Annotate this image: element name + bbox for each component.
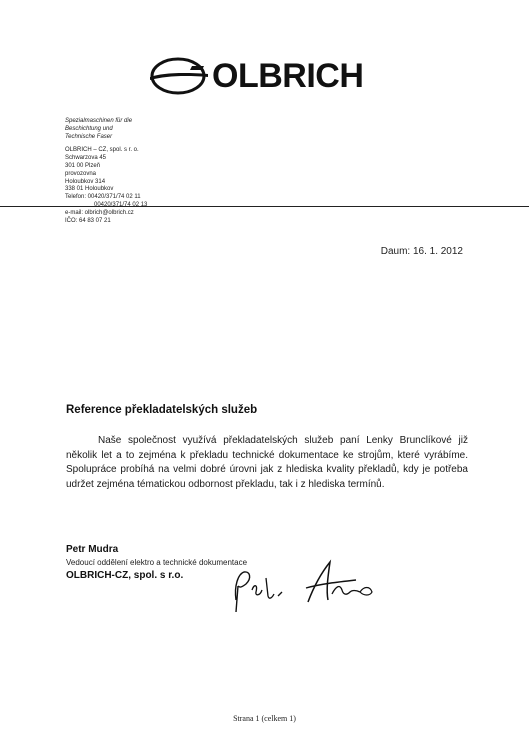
company-logo-text: OLBRICH xyxy=(212,57,364,95)
tagline-line: Spezialmaschinen für die xyxy=(65,118,133,124)
signatory-name: Petr Mudra xyxy=(66,544,119,555)
page-footer: Strana 1 (celkem 1) xyxy=(233,714,296,723)
header-divider xyxy=(0,206,529,207)
phone-line: 00420/371/74 02 13 xyxy=(94,201,148,208)
tagline-line: Technische Faser xyxy=(65,133,113,140)
handwritten-signature xyxy=(222,556,392,616)
address-block xyxy=(65,118,147,225)
ico-line: IČO: 64 83 07 21 xyxy=(65,217,111,224)
olbrich-swoosh-icon xyxy=(148,56,210,96)
address-line: provozovna xyxy=(65,170,97,177)
address-line: OLBRICH – CZ, spol. s r. o. xyxy=(65,147,139,154)
address-line: Holoubkov 314 xyxy=(65,178,106,185)
address-line: 301 00 Plzeň xyxy=(65,162,101,169)
signatory-company: OLBRICH-CZ, spol. s r.o. xyxy=(66,570,184,581)
address-line: 338 01 Holoubkov xyxy=(65,186,114,193)
letter-heading: Reference překladatelských služeb xyxy=(66,404,258,416)
company-logo xyxy=(148,56,388,96)
email-line: e-mail: olbrich@olbrich.cz xyxy=(65,209,134,216)
letter-body: Naše společnost využívá překladatelských služeb paní Lenky Brunclíkové již několik let a to zejména k překladu technické dokumentace ke strojům, které vyrábíme. Spolupráce probíhá na velmi dobré úrovni jak z hlediska kvality překladů, kdy je potřeba udržet zejména tématickou odbornost překladu, tak i z hlediska termínů. xyxy=(66,435,468,490)
letter-date: Daum: 16. 1. 2012 xyxy=(380,246,463,257)
address-line: Schwarzova 45 xyxy=(65,155,107,162)
phone-line: Telefon: 00420/371/74 02 11 xyxy=(65,194,141,201)
signatory-role: Vedoucí oddělení elektro a technické dokumentace xyxy=(66,558,248,567)
tagline-line: Beschichtung und xyxy=(65,125,113,132)
